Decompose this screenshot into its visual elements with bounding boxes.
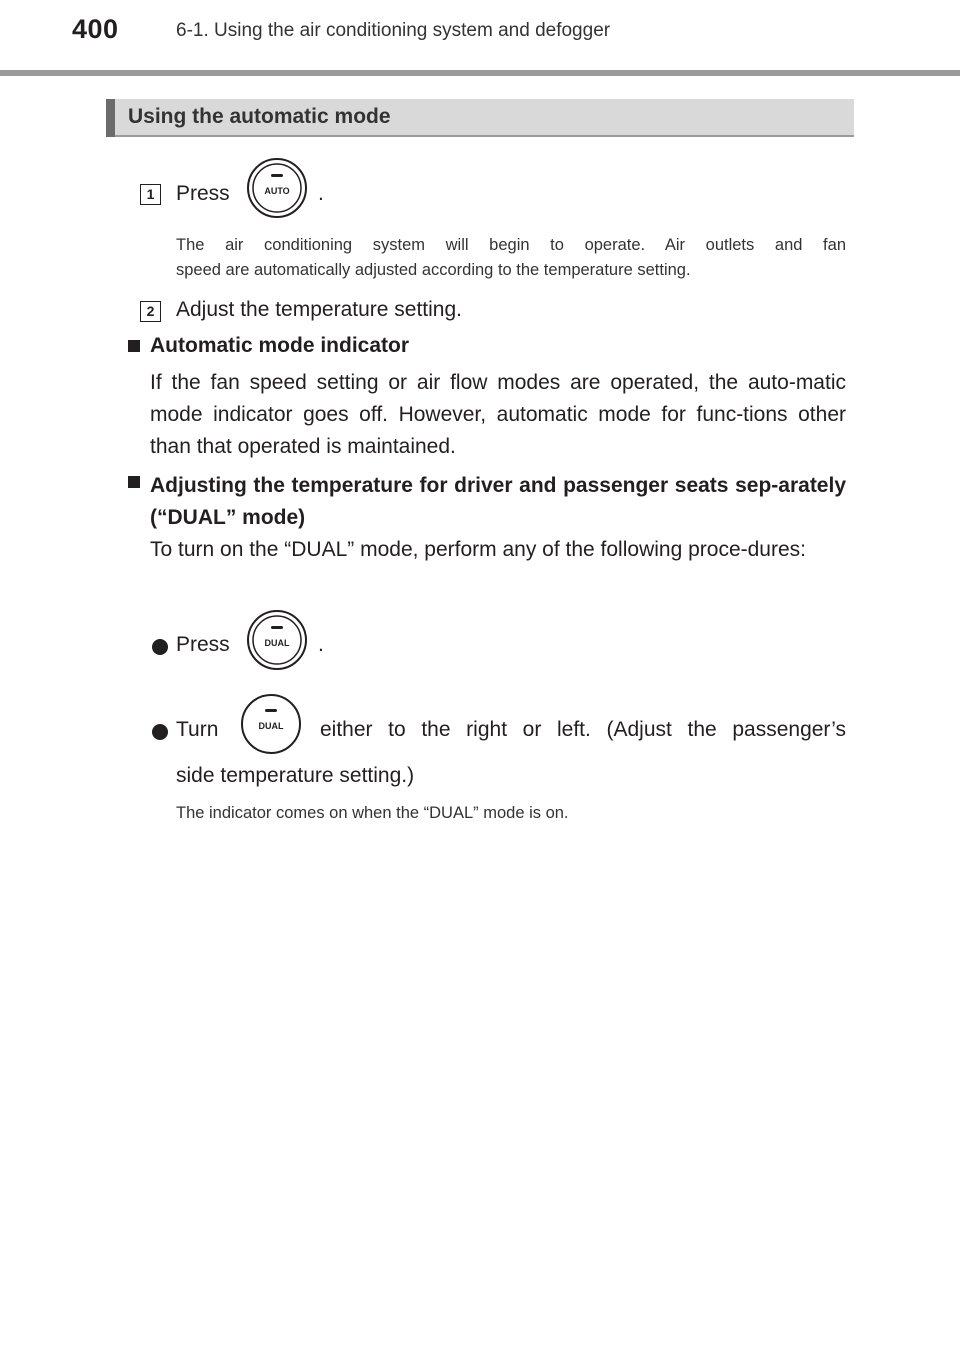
indicator-heading: Automatic mode indicator (150, 334, 410, 357)
bullet1-period: . (318, 633, 324, 656)
section-accent (106, 99, 115, 137)
step1-period: . (318, 182, 324, 205)
bullet2-turn-text: Turn (176, 718, 219, 741)
round-bullet (152, 724, 168, 740)
section-title: Using the automatic mode (128, 105, 391, 128)
dual-button-label: DUAL (264, 638, 290, 648)
dual-dial-label: DUAL (258, 721, 284, 731)
auto-button-icon (242, 157, 312, 219)
step-number-1: 1 (140, 184, 161, 205)
step-number-2: 2 (140, 301, 161, 322)
section-title-bar (106, 99, 854, 137)
round-bullet (152, 639, 168, 655)
dual-paragraph: To turn on the “DUAL” mode, perform any of the following proce-dures: (150, 538, 806, 561)
auto-button-label: AUTO (264, 186, 290, 196)
dual-button-icon (242, 609, 312, 671)
bullet2-text-line1: either to the right or left. (Adjust the passenger’s (320, 718, 846, 741)
step1-note-line1: The air conditioning system will begin to operate. Air outlets and fan (176, 236, 846, 254)
dual-note: The indicator comes on when the “DUAL” mode is on. (176, 804, 569, 822)
header-divider (0, 70, 960, 76)
heading-square-bullet (128, 476, 140, 488)
dual-dial-icon (240, 693, 302, 755)
heading-square-bullet (128, 340, 140, 352)
step1-press-text: Press (176, 182, 230, 205)
page-header (0, 0, 960, 80)
dual-heading: Adjusting the temperature for driver and passenger seats sep-arately (“DUAL” mode) (150, 474, 846, 529)
bullet2-text-line2: side temperature setting.) (176, 764, 415, 787)
chapter-title: 6-1. Using the air conditioning system and defogger (176, 20, 611, 41)
step1-note-line2: speed are automatically adjusted according to the temperature setting. (176, 261, 691, 279)
indicator-paragraph: If the fan speed setting or air flow modes are operated, the auto-matic mode indicator goes off. However, automatic mode for func-tions other than that operated is maintained. (150, 371, 846, 458)
page-number: 400 (72, 14, 119, 44)
step2-text: Adjust the temperature setting. (176, 298, 462, 321)
bullet1-press-text: Press (176, 633, 230, 656)
